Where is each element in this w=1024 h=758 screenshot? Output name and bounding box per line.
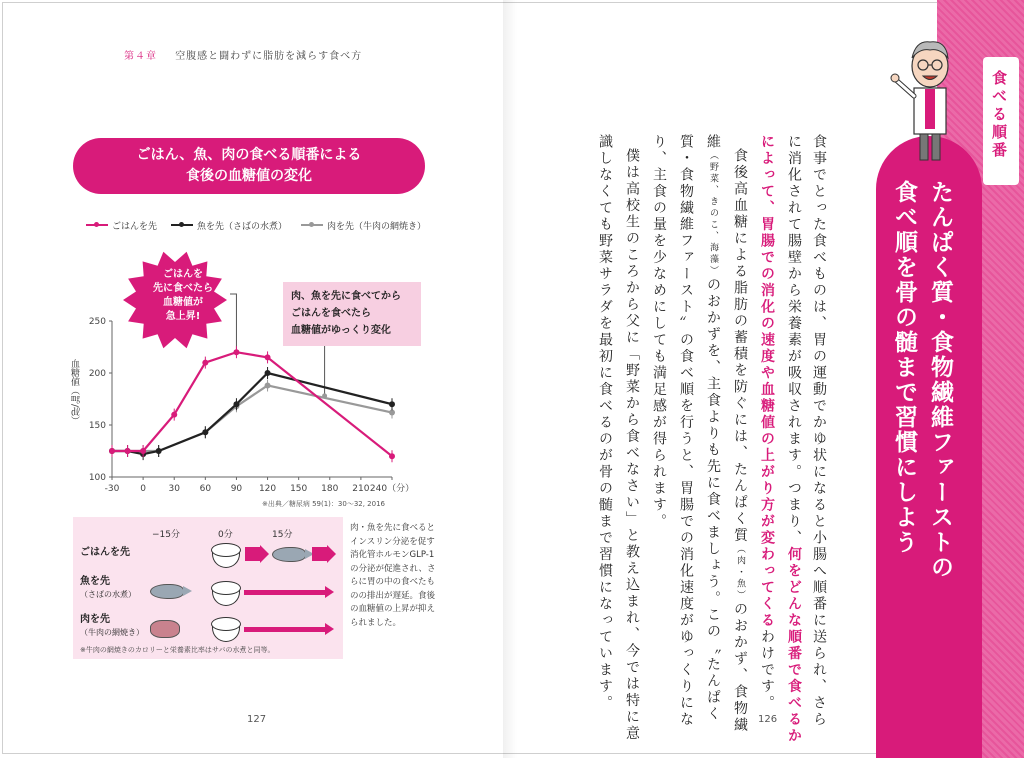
explanation-note: 肉・魚を先に食べるとインスリン分泌を促す消化管ホルモンGLP-1の分泌が促進され、さらに胃の中の食べたものの排出が遅延。食後の血糖値の上昇が抑えられました。 <box>350 523 436 628</box>
body-text: 食事でとった食べものは、胃の運動でかゆ状になると小腸へ順番に送られ、さら <box>811 134 827 728</box>
leader-line <box>230 294 236 350</box>
data-point <box>202 360 208 366</box>
y-tick-label: 150 <box>88 421 106 431</box>
legend-swatch-rice <box>86 224 108 226</box>
data-point <box>109 448 115 454</box>
book-spine <box>503 0 517 758</box>
series-line <box>112 373 392 454</box>
page-number-left: 127 <box>247 714 267 725</box>
legend-item-fish <box>171 219 287 232</box>
chart-source: ※出典／糖尿病 59(1)：30～32, 2016 <box>262 500 385 508</box>
body-text: 質・食物繊維ファースト〟の食べ順を行うと、胃腸での消化速度がゆっくりにな <box>678 134 694 728</box>
body-small-text: （肉・魚） <box>735 544 745 602</box>
chapter-title: 空腹感と闘わずに脂肪を減らす食べ方 <box>175 51 363 62</box>
data-point <box>233 349 239 355</box>
data-point <box>389 453 395 459</box>
fish-icon <box>150 584 184 599</box>
body-line <box>625 148 639 742</box>
row-label-text: ごはんを先 <box>80 547 130 558</box>
body-line <box>812 134 826 728</box>
data-point <box>202 429 208 435</box>
data-point <box>125 448 131 454</box>
chart-title-line2: 食後の血糖値の変化 <box>186 168 312 184</box>
body-text: 維 <box>705 134 721 151</box>
body-line <box>760 134 774 712</box>
data-point <box>233 401 239 407</box>
order-row-rice-label <box>80 546 130 559</box>
x-tick-label: 180 <box>321 484 339 494</box>
body-text: のおかず、食物繊 <box>732 601 748 734</box>
row-label-sub: （さばの水煮） <box>80 590 136 599</box>
data-point <box>265 370 271 376</box>
body-text: 識しなくても野菜サラダを最初に食べるのが骨の髄まで習慣になっています。 <box>597 134 613 712</box>
x-tick-label: 150 <box>290 484 308 494</box>
data-point <box>156 448 162 454</box>
data-point <box>265 354 271 360</box>
body-text: のおかずを、主食よりも先に食べましょう。この〝たんぱく <box>705 277 721 723</box>
x-tick-label: 210 <box>352 484 370 494</box>
body-line <box>706 134 720 723</box>
body-line <box>733 148 747 734</box>
series-line <box>112 385 392 451</box>
long-arrow-icon <box>244 590 326 595</box>
y-tick-label: 250 <box>88 317 106 327</box>
x-tick-label: 240（分） <box>369 484 415 494</box>
body-text: 食後高血糖による脂肪の蓄積を防ぐには、たんぱく質 <box>732 148 748 544</box>
body-text: に消化されて腸壁から栄養素が吸収されます。つまり、 <box>786 134 802 547</box>
doctor-illustration <box>890 36 970 166</box>
body-small-text: （野菜、きのこ、海藻） <box>708 150 718 277</box>
meat-icon <box>150 620 180 638</box>
body-line <box>598 134 612 712</box>
y-tick-label: 100 <box>88 473 106 483</box>
body-text: 僕は高校生のころから父に「野菜から食べなさい」と教え込まれ、今では特に意 <box>624 148 640 742</box>
burst-line: 急上昇! <box>165 311 201 322</box>
legend-swatch-fish <box>171 224 193 226</box>
title-line-1: たんぱく質・食物繊維ファーストの <box>927 180 953 580</box>
x-tick-label: 30 <box>168 484 180 494</box>
chart-title-pill <box>73 138 425 194</box>
data-point <box>140 448 146 454</box>
fish-icon <box>272 547 306 562</box>
body-text: わけです。 <box>759 629 775 712</box>
data-point <box>389 401 395 407</box>
body-line <box>679 134 693 728</box>
order-footnote: ※牛肉の網焼きのカロリーと栄養素比率はサバの水煮と同等。 <box>80 646 275 654</box>
arrow-icon <box>245 547 261 561</box>
callout-line: 血糖値がゆっくり変化 <box>291 325 391 336</box>
x-tick-label: 120 <box>258 484 277 494</box>
x-tick-label: 90 <box>230 484 243 494</box>
order-row-fish-label <box>80 575 136 601</box>
data-point <box>389 410 395 416</box>
x-tick-label: -30 <box>104 484 120 494</box>
order-head-15: 15分 <box>272 530 293 540</box>
legend-swatch-meat <box>301 224 323 226</box>
chapter-label: 第４章 <box>124 51 157 62</box>
legend-item-rice <box>86 219 157 232</box>
highlight-text: によって、胃腸での消化の速度や血糖値の上がり方が変わってくる <box>759 134 775 629</box>
body-text: り、主食の量を少なめにしても満足感が得られます。 <box>651 134 667 530</box>
order-head-minus15: −15分 <box>152 530 180 540</box>
long-arrow-icon <box>244 627 326 632</box>
burst-line: 血糖値が <box>163 297 203 308</box>
order-row-meat-label <box>80 613 144 639</box>
legend-label-fish: 魚を先（さばの水煮） <box>197 221 288 232</box>
legend-label-meat: 肉を先（牛肉の網焼き） <box>327 221 427 232</box>
row-label-sub: （牛肉の網焼き） <box>80 628 144 637</box>
burst-callout-text <box>138 268 228 324</box>
data-point <box>171 412 177 418</box>
callout-line: 肉、魚を先に食べてから <box>291 291 401 302</box>
row-label-text: 魚を先 <box>80 576 110 587</box>
legend-label-rice: ごはんを先 <box>112 221 158 232</box>
body-line <box>787 134 801 745</box>
body-line <box>652 134 666 530</box>
title-line-2: 食べ順を骨の髄まで習慣にしよう <box>891 180 917 555</box>
row-label-text: 肉を先 <box>80 614 110 625</box>
y-axis-label: 血糖値（㎎/㎗） <box>69 359 79 426</box>
section-tag: 食べる順番 <box>990 70 1008 160</box>
data-point <box>265 382 271 388</box>
burst-line: 先に食べたら <box>153 283 213 294</box>
highlight-text: 何をどんな順番で食べるか <box>786 546 802 745</box>
x-tick-label: 60 <box>199 484 212 494</box>
burst-line: ごはんを <box>163 269 203 280</box>
running-header <box>124 47 362 62</box>
legend-item-meat <box>301 219 426 232</box>
page-number-right: 126 <box>758 714 778 725</box>
slow-rise-callout <box>283 282 421 346</box>
chart-title-line1: ごはん、魚、肉の食べる順番による <box>136 147 362 163</box>
arrow-icon <box>312 547 328 561</box>
order-head-0: 0分 <box>218 530 233 540</box>
y-tick-label: 200 <box>88 369 106 379</box>
x-tick-label: 0 <box>140 484 146 494</box>
chart-legend <box>86 214 426 236</box>
callout-line: ごはんを食べたら <box>291 308 371 319</box>
